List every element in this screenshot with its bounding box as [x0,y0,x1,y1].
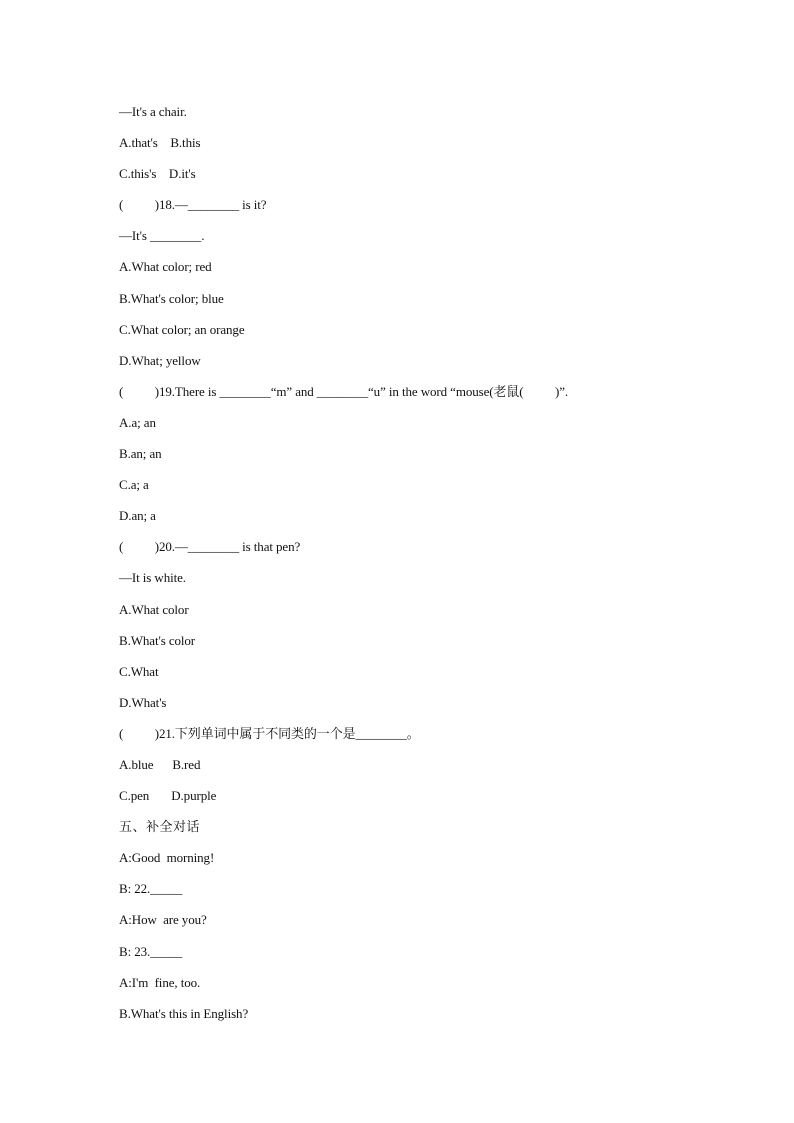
option-line: A.that's B.this [119,135,201,151]
option-d: D.What; yellow [119,352,201,368]
dialogue-line: A:How are you? [119,912,207,928]
option-d: D.What's [119,694,167,710]
option-b: B.What's color [119,632,196,648]
dialogue-line: B.What's this in English? [119,1005,249,1021]
dialogue-line: —It's a chair. [119,104,187,119]
dialogue-blank-22: B: 22._____ [119,881,183,897]
option-b: B.What's color; blue [119,290,224,306]
question-21: ( )21.下列单词中属于不同类的一个是________。 [119,725,420,741]
option-a: A.a; an [119,414,156,430]
dialogue-blank-23: B: 23._____ [119,943,183,959]
dialogue-line: A:Good morning! [119,850,215,866]
option-line: C.this's D.it's [119,166,196,182]
option-c: C.What [119,663,159,679]
dialogue-line: —It's ________. [119,228,205,244]
option-c: C.What color; an orange [119,321,245,337]
option-line: C.pen D.purple [119,788,217,804]
option-a: A.What color [119,601,189,617]
dialogue-line: —It is white. [119,570,186,586]
option-c: C.a; a [119,477,149,493]
worksheet-content [119,101,679,1034]
question-18: ( )18.—________ is it? [119,197,267,213]
dialogue-line: A:I'm fine, too. [119,974,201,990]
section-heading: 五、补全对话 [119,819,201,835]
question-20: ( )20.—________ is that pen? [119,539,301,555]
option-d: D.an; a [119,508,156,524]
question-19: ( )19.There is ________“m” and ________“u” in the word “mouse(老鼠( )”. [119,383,569,399]
option-b: B.an; an [119,446,162,462]
option-line: A.blue B.red [119,756,201,772]
option-a: A.What color; red [119,259,212,275]
